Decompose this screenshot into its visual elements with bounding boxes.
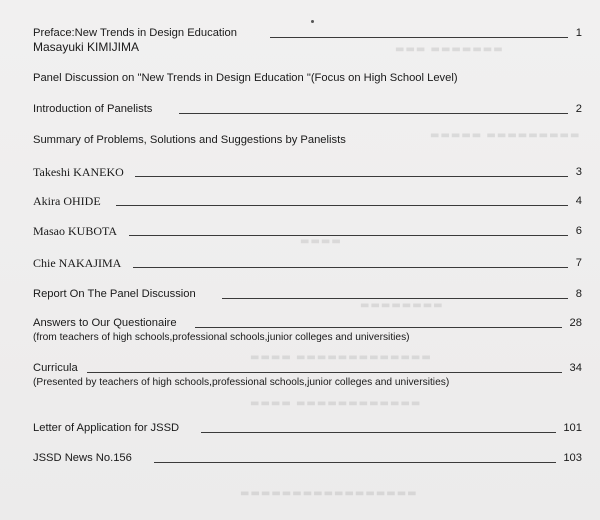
toc-entry-introduction[interactable]	[33, 100, 582, 116]
toc-entry-letter[interactable]	[33, 419, 582, 435]
toc-entry-page: 4	[575, 195, 582, 207]
bleed-through-text: ▬▬▬▬▬ ▬▬▬▬▬▬▬▬▬	[430, 130, 581, 141]
toc-entry-ohide[interactable]	[33, 192, 582, 208]
leader-line	[179, 113, 568, 114]
toc-section-heading-summary: Summary of Problems, Solutions and Suggestions by Panelists	[33, 134, 346, 146]
bleed-through-text: ▬▬▬▬ ▬▬▬▬▬▬▬▬▬▬▬▬	[250, 398, 422, 409]
toc-entry-page: 6	[575, 225, 582, 237]
toc-entry-nakajima[interactable]	[33, 254, 582, 270]
toc-section-heading-panel: Panel Discussion on "New Trends in Design Education "(Focus on High School Level)	[33, 72, 458, 84]
toc-entry-page: 28	[569, 317, 582, 329]
toc-entry-title: Takeshi KANEKO	[33, 165, 124, 179]
bleed-through-text: ▬▬▬▬▬▬▬▬▬▬▬▬▬▬▬▬▬	[240, 488, 418, 499]
toc-entry-title: Answers to Our Questionaire	[33, 317, 177, 329]
bleed-through-text: ▬▬▬▬▬▬▬▬	[360, 300, 444, 311]
toc-entry-answers-note: (from teachers of high schools,professional schools,junior colleges and universities)	[33, 332, 410, 343]
toc-entry-title: Preface:New Trends in Design Education	[33, 27, 237, 39]
toc-entry-page: 34	[569, 362, 582, 374]
toc-entry-curricula-note: (Presented by teachers of high schools,professional schools,junior colleges and universities)	[33, 377, 450, 388]
leader-line	[270, 37, 568, 38]
toc-entry-page: 3	[575, 166, 582, 178]
leader-line	[195, 327, 562, 328]
leader-line	[87, 372, 562, 373]
toc-entry-page: 1	[575, 27, 582, 39]
toc-entry-kubota[interactable]	[33, 222, 582, 238]
bleed-through-text: ▬▬▬▬	[300, 236, 342, 247]
leader-line	[133, 267, 568, 268]
toc-entry-title: Report On The Panel Discussion	[33, 288, 196, 300]
toc-entry-title: Akira OHIDE	[33, 194, 101, 208]
toc-entry-page: 7	[575, 257, 582, 269]
toc-entry-curricula[interactable]	[33, 359, 582, 375]
toc-entry-title: Masao KUBOTA	[33, 224, 118, 238]
toc-entry-title: Curricula	[33, 362, 78, 374]
leader-line	[135, 176, 568, 177]
toc-entry-news[interactable]	[33, 449, 582, 465]
toc-entry-preface[interactable]	[33, 24, 582, 40]
leader-line	[222, 298, 568, 299]
toc-entry-kaneko[interactable]	[33, 163, 582, 179]
toc-entry-page: 103	[563, 452, 582, 464]
toc-author-kimijima: Masayuki KIMIJIMA	[33, 40, 140, 54]
toc-entry-title: JSSD News No.156	[33, 452, 132, 464]
leader-line	[154, 462, 556, 463]
toc-entry-title: Letter of Application for JSSD	[33, 422, 180, 434]
toc-entry-title: Chie NAKAJIMA	[33, 256, 122, 270]
toc-entry-answers[interactable]	[33, 314, 582, 330]
bleed-through-text: ▬▬▬ ▬▬▬▬▬▬▬	[395, 44, 504, 55]
toc-entry-page: 2	[575, 103, 582, 115]
toc-entry-page: 101	[563, 422, 582, 434]
speck-mark	[311, 20, 314, 23]
leader-line	[201, 432, 556, 433]
toc-entry-title: Introduction of Panelists	[33, 103, 153, 115]
bleed-through-text: ▬▬▬▬ ▬▬▬▬▬▬▬▬▬▬▬▬▬	[250, 352, 432, 363]
leader-line	[116, 205, 568, 206]
toc-entry-page: 8	[575, 288, 582, 300]
leader-line	[129, 235, 568, 236]
toc-entry-report[interactable]	[33, 285, 582, 301]
